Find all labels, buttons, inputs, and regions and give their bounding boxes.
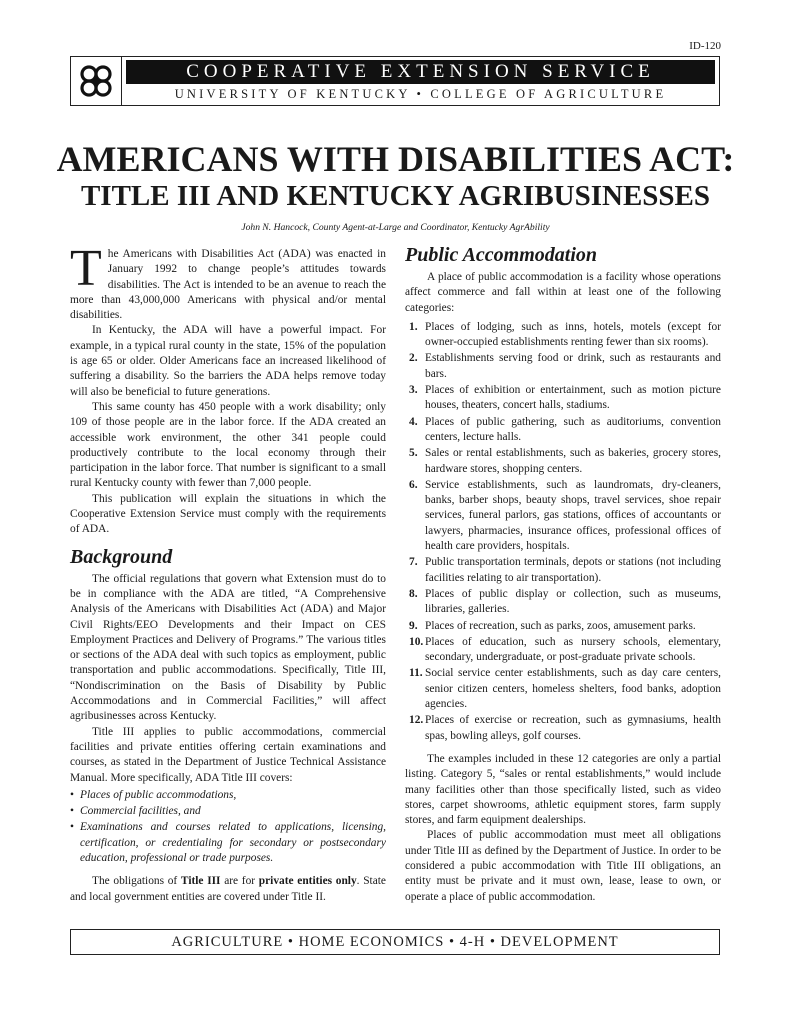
title-line-2: TITLE III AND KENTUCKY AGRIBUSINESSES xyxy=(80,180,711,212)
intro-paragraph xyxy=(70,240,386,323)
public-accommodation-heading: Public Accommodation xyxy=(405,244,598,266)
paragraph: The official regulations that govern what Extension must do to be in compliance with the ADA are titled, “A Comprehensive Analysis of the Americans with Disabilities Act (ADA) and Major Civil Rights/EEO Developments and their Impact on CES Employment Practices and Delivery of Programs.” The various titles or sections of the ADA deal with such topics as employment, public transportation and public accommodations. Specifically, Title III, “Nondiscrimination on the Basis of Disability by Public Accommodations and in Commercial Facilities,” will affect agribusinesses across Kentucky. xyxy=(70,572,386,723)
paragraph: The examples included in these 12 categories are only a partial listing. Category 5, “sales or rental establishments,” would include many facilities other than those specifically listed, such as video stores, carpet showrooms, athletic equipment stores, farm supply stores, and farm equipment dealerships. xyxy=(405,752,721,827)
list-item: 8. Places of public display or collection, such as museums, libraries, galleries. xyxy=(409,587,721,616)
cooperative-extension-logo-icon xyxy=(71,57,122,105)
list-item: 12. Places of exercise or recreation, such as gymnasiums, health spas, bowling alleys, golf courses. xyxy=(409,714,721,742)
paragraph: Places of public accommodation must meet all obligations under Title III as defined by the Department of Justice. In order to be considered a pubic accommodation with Title III obligations, an entity must be private and it must own, lease, lease to own, or operate a place of public accommodation. xyxy=(405,829,721,903)
footer-banner: AGRICULTURE • HOME ECONOMICS • 4-H • DEVELOPMENT xyxy=(70,929,720,955)
intro-text: he Americans with Disabilities Act (ADA) was enacted in January 1992 to change people’s attitudes towards disabilities. The Act is intended to be an avenue to reach the more than 43,000,000 Americans with physical and/or mental disabilities. xyxy=(70,248,386,322)
drop-cap: T xyxy=(70,240,102,297)
list-item: 3. Places of exhibition or entertainment, such as motion picture houses, theaters, concert halls, stadiums. xyxy=(409,384,721,412)
background-heading: Background xyxy=(70,545,173,568)
right-column xyxy=(405,244,721,905)
coverage-list xyxy=(70,788,386,866)
left-column xyxy=(70,240,386,905)
list-item: 9. Places of recreation, such as parks, zoos, amusement parks. xyxy=(409,619,696,632)
list-item: 1. Places of lodging, such as inns, hotels, motels (except for owner-occupied establishments renting fewer than six rooms). xyxy=(409,320,721,349)
list-item: 6. Service establishments, such as laundromats, dry-cleaners, banks, barber shops, beauty shops, travel services, shoe repair services, funeral parlors, gas stations, offices of accountants or lawyers, pharmacies, insurance offices, professional offices of health care providers, hospitals. xyxy=(409,478,721,553)
obligations-paragraph: The obligations of Title III are for private entities only. State and local government entities are covered under Title II. xyxy=(70,875,386,903)
header-banner xyxy=(70,56,720,106)
list-item: • Examinations and courses related to applications, licensing, certification, or credentialing for secondary or postsecondary education, professional or trade purposes. xyxy=(70,821,386,864)
list-item: 10. Places of education, such as nursery schools, elementary, secondary, undergraduate, or post-graduate private schools. xyxy=(409,635,721,664)
list-item: 2. Establishments serving food or drink, such as restaurants and bars. xyxy=(409,352,721,380)
university-line: UNIVERSITY OF KENTUCKY • COLLEGE OF AGRICULTURE xyxy=(174,87,667,101)
list-item: 4. Places of public gathering, such as auditoriums, convention centers, lecture halls. xyxy=(409,415,721,443)
list-item: 7. Public transportation terminals, depots or stations (not including facilities relating to air transportation). xyxy=(409,556,721,584)
document-id: ID-120 xyxy=(689,40,721,52)
paragraph: In Kentucky, the ADA will have a powerful impact. For example, in a typical rural county in the state, 15% of the population is age 65 or older. Older Americans face an increased likelihood of suffering a disability. So the barriers the ADA helps remove today will also be beneficial to future generations. xyxy=(70,324,386,398)
category-list xyxy=(405,320,721,744)
paragraph: Title III applies to public accommodations, commercial facilities and private entities offering certain examinations and courses, as stated in the Department of Justice Technical Assistance Manual. More specifically, ADA Title III covers: xyxy=(70,725,386,784)
list-item: 11. Social service center establishments, such as day care centers, senior citizen centers, homeless shelters, food banks, adoption agencies. xyxy=(409,667,721,711)
list-item: 5. Sales or rental establishments, such as bakeries, grocery stores, hardware stores, shopping centers. xyxy=(409,447,721,475)
list-item: • Commercial facilities, and xyxy=(70,805,201,818)
list-item: • Places of public accommodations, xyxy=(70,788,237,801)
paragraph: A place of public accommodation is a facility whose operations affect commerce and fall within at least one of the following categories: xyxy=(405,271,721,314)
title-line-1: AMERICANS WITH DISABILITIES ACT: xyxy=(56,139,735,179)
author-line: John N. Hancock, County Agent-at-Large and Coordinator, Kentucky AgrAbility xyxy=(241,222,550,233)
ces-title: COOPERATIVE EXTENSION SERVICE xyxy=(126,60,715,84)
paragraph: This publication will explain the situations in which the Cooperative Extension Service must comply with the requirements of ADA. xyxy=(70,492,386,536)
paragraph: This same county has 450 people with a work disability; only 109 of those people are in the labor force. If the ADA created an accessible work environment, the other 341 people could productively contribute to the local economy through their participation in the labor force. That number is significant to a small rural Kentucky county with fewer than 7,000 people. xyxy=(70,400,386,490)
